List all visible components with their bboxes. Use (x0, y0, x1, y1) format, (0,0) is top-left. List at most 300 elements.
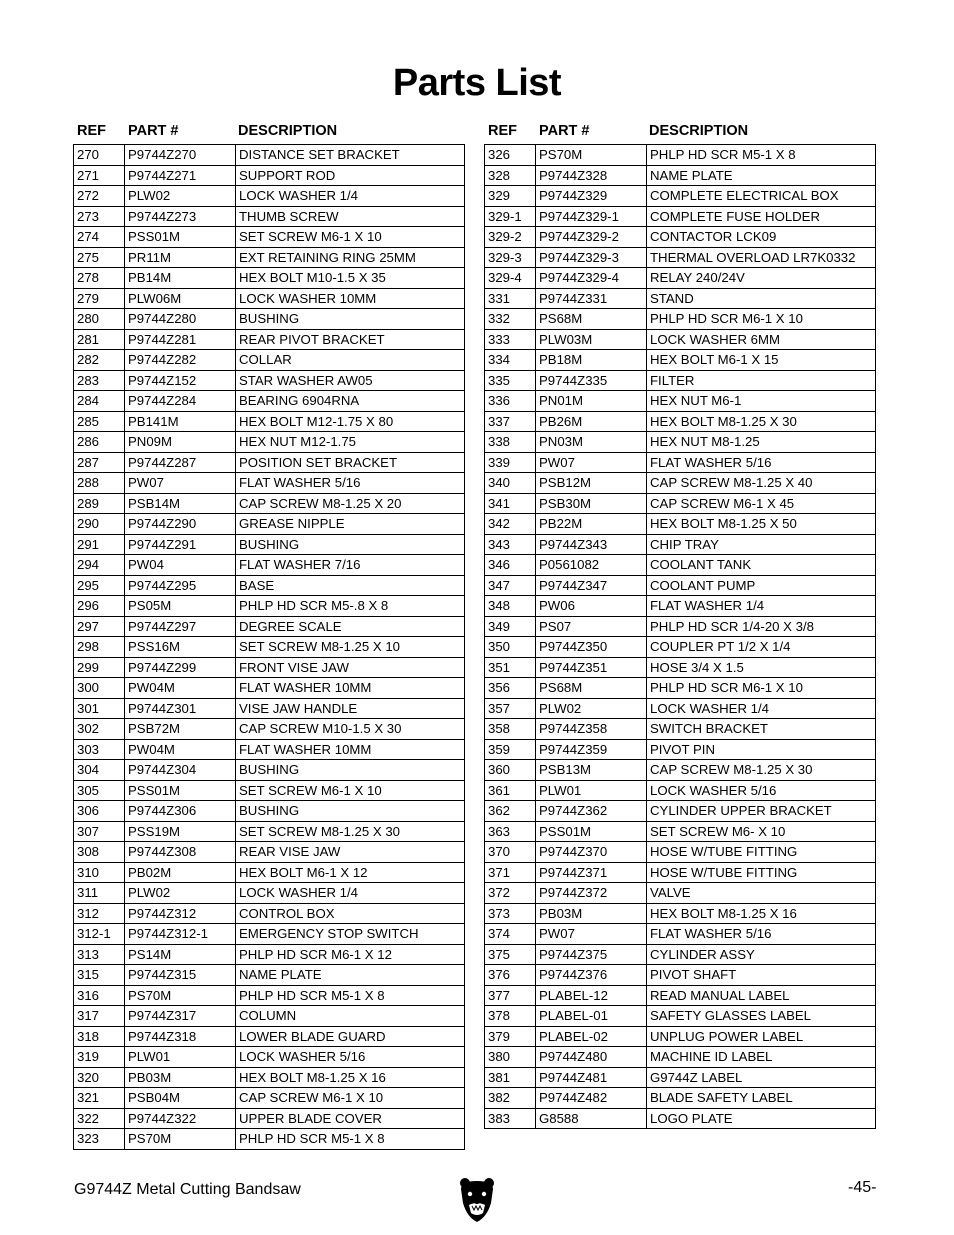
part-number-cell: PLW02 (125, 186, 236, 207)
ref-cell: 335 (485, 370, 536, 391)
description-cell: CYLINDER ASSY (647, 944, 876, 965)
part-number-cell: PSB13M (536, 760, 647, 781)
part-number-cell: P9744Z152 (125, 370, 236, 391)
table-row (485, 268, 876, 289)
ref-cell: 379 (485, 1026, 536, 1047)
table-row (74, 206, 465, 227)
part-number-cell: P9744Z362 (536, 801, 647, 822)
table-row (485, 944, 876, 965)
part-number-cell: P9744Z312 (125, 903, 236, 924)
table-row (485, 1067, 876, 1088)
part-number-cell: PLABEL-01 (536, 1006, 647, 1027)
description-cell: READ MANUAL LABEL (647, 985, 876, 1006)
description-cell: LOCK WASHER 1/4 (647, 698, 876, 719)
ref-cell: 273 (74, 206, 125, 227)
ref-cell: 294 (74, 555, 125, 576)
table-row (485, 145, 876, 166)
description-cell: HEX NUT M6-1 (647, 391, 876, 412)
grizzly-bear-head-icon (457, 1175, 497, 1223)
description-cell: CHIP TRAY (647, 534, 876, 555)
ref-cell: 380 (485, 1047, 536, 1068)
part-number-cell: PSB72M (125, 719, 236, 740)
table-row (485, 186, 876, 207)
part-number-cell: P9744Z281 (125, 329, 236, 350)
ref-cell: 313 (74, 944, 125, 965)
ref-cell: 351 (485, 657, 536, 678)
ref-cell: 311 (74, 883, 125, 904)
part-number-cell: PSB14M (125, 493, 236, 514)
ref-cell: 346 (485, 555, 536, 576)
table-row (485, 514, 876, 535)
part-number-cell: P9744Z329-1 (536, 206, 647, 227)
table-row (485, 903, 876, 924)
header-ref: REF (488, 123, 517, 139)
table-row (485, 1047, 876, 1068)
part-number-cell: PLW02 (125, 883, 236, 904)
description-cell: PIVOT SHAFT (647, 965, 876, 986)
ref-cell: 317 (74, 1006, 125, 1027)
part-number-cell: PLABEL-12 (536, 985, 647, 1006)
description-cell: LOCK WASHER 6MM (647, 329, 876, 350)
part-number-cell: PLW06M (125, 288, 236, 309)
part-number-cell: G8588 (536, 1108, 647, 1129)
table-row (485, 555, 876, 576)
description-cell: COOLANT TANK (647, 555, 876, 576)
description-cell: CONTROL BOX (236, 903, 465, 924)
ref-cell: 329-1 (485, 206, 536, 227)
table-row (74, 965, 465, 986)
part-number-cell: PB18M (536, 350, 647, 371)
table-row (74, 411, 465, 432)
ref-cell: 356 (485, 678, 536, 699)
table-row (485, 678, 876, 699)
table-row (74, 1026, 465, 1047)
ref-cell: 280 (74, 309, 125, 330)
ref-cell: 372 (485, 883, 536, 904)
description-cell: COMPLETE FUSE HOLDER (647, 206, 876, 227)
description-cell: HEX BOLT M8-1.25 X 16 (236, 1067, 465, 1088)
part-number-cell: PB26M (536, 411, 647, 432)
part-number-cell: P9744Z301 (125, 698, 236, 719)
table-row (485, 842, 876, 863)
description-cell: COLUMN (236, 1006, 465, 1027)
ref-cell: 287 (74, 452, 125, 473)
part-number-cell: P9744Z304 (125, 760, 236, 781)
table-row (485, 698, 876, 719)
header-ref: REF (77, 123, 106, 139)
description-cell: CAP SCREW M8-1.25 X 20 (236, 493, 465, 514)
table-row (485, 370, 876, 391)
table-row (74, 821, 465, 842)
part-number-cell: P9744Z270 (125, 145, 236, 166)
part-number-cell: PR11M (125, 247, 236, 268)
table-row (485, 596, 876, 617)
part-number-cell: P9744Z317 (125, 1006, 236, 1027)
description-cell: SET SCREW M6- X 10 (647, 821, 876, 842)
description-cell: HEX BOLT M8-1.25 X 30 (647, 411, 876, 432)
parts-table-left (73, 144, 465, 1150)
part-number-cell: P9744Z375 (536, 944, 647, 965)
part-number-cell: PSB12M (536, 473, 647, 494)
part-number-cell: PW04M (125, 739, 236, 760)
part-number-cell: PS68M (536, 678, 647, 699)
page-number: -45- (848, 1179, 877, 1196)
part-number-cell: PS70M (125, 1129, 236, 1150)
description-cell: FLAT WASHER 7/16 (236, 555, 465, 576)
part-number-cell: PSB04M (125, 1088, 236, 1109)
ref-cell: 358 (485, 719, 536, 740)
ref-cell: 375 (485, 944, 536, 965)
header-part: PART # (128, 123, 179, 139)
table-row (485, 1006, 876, 1027)
part-number-cell: PW07 (125, 473, 236, 494)
description-cell: STAR WASHER AW05 (236, 370, 465, 391)
table-row (74, 719, 465, 740)
description-cell: FRONT VISE JAW (236, 657, 465, 678)
part-number-cell: PLW01 (125, 1047, 236, 1068)
ref-cell: 306 (74, 801, 125, 822)
ref-cell: 333 (485, 329, 536, 350)
table-row (74, 493, 465, 514)
ref-cell: 359 (485, 739, 536, 760)
ref-cell: 281 (74, 329, 125, 350)
ref-cell: 297 (74, 616, 125, 637)
description-cell: HEX BOLT M10-1.5 X 35 (236, 268, 465, 289)
part-number-cell: P9744Z280 (125, 309, 236, 330)
ref-cell: 285 (74, 411, 125, 432)
ref-cell: 347 (485, 575, 536, 596)
description-cell: BUSHING (236, 534, 465, 555)
ref-cell: 360 (485, 760, 536, 781)
part-number-cell: P9744Z480 (536, 1047, 647, 1068)
description-cell: SWITCH BRACKET (647, 719, 876, 740)
description-cell: HEX BOLT M8-1.25 X 16 (647, 903, 876, 924)
part-number-cell: PSS01M (125, 227, 236, 248)
header-description: DESCRIPTION (238, 123, 338, 139)
part-number-cell: P9744Z315 (125, 965, 236, 986)
part-number-cell: PSS01M (125, 780, 236, 801)
ref-cell: 361 (485, 780, 536, 801)
ref-cell: 362 (485, 801, 536, 822)
description-cell: LOGO PLATE (647, 1108, 876, 1129)
table-row (74, 370, 465, 391)
description-cell: PHLP HD SCR M5-1 X 8 (236, 1129, 465, 1150)
table-row (485, 780, 876, 801)
part-number-cell: P9744Z347 (536, 575, 647, 596)
description-cell: STAND (647, 288, 876, 309)
ref-cell: 286 (74, 432, 125, 453)
table-row (74, 309, 465, 330)
description-cell: CAP SCREW M8-1.25 X 30 (647, 760, 876, 781)
table-row (74, 432, 465, 453)
ref-cell: 290 (74, 514, 125, 535)
description-cell: LOCK WASHER 5/16 (236, 1047, 465, 1068)
ref-cell: 291 (74, 534, 125, 555)
ref-cell: 310 (74, 862, 125, 883)
ref-cell: 322 (74, 1108, 125, 1129)
description-cell: BLADE SAFETY LABEL (647, 1088, 876, 1109)
part-number-cell: PB03M (536, 903, 647, 924)
table-row (74, 883, 465, 904)
part-number-cell: PLABEL-02 (536, 1026, 647, 1047)
table-row (485, 473, 876, 494)
table-row (74, 616, 465, 637)
page-title: Parts List (392, 62, 562, 104)
part-number-cell: P9744Z351 (536, 657, 647, 678)
table-row (485, 329, 876, 350)
description-cell: HEX BOLT M6-1 X 12 (236, 862, 465, 883)
part-number-cell: P9744Z482 (536, 1088, 647, 1109)
table-row (485, 637, 876, 658)
description-cell: DEGREE SCALE (236, 616, 465, 637)
description-cell: LOCK WASHER 10MM (236, 288, 465, 309)
part-number-cell: PSB30M (536, 493, 647, 514)
ref-cell: 381 (485, 1067, 536, 1088)
part-number-cell: P9744Z481 (536, 1067, 647, 1088)
description-cell: CAP SCREW M10-1.5 X 30 (236, 719, 465, 740)
table-row (485, 739, 876, 760)
table-row (485, 719, 876, 740)
ref-cell: 339 (485, 452, 536, 473)
part-number-cell: PW07 (536, 452, 647, 473)
table-row (74, 985, 465, 1006)
description-cell: RELAY 240/24V (647, 268, 876, 289)
description-cell: COMPLETE ELECTRICAL BOX (647, 186, 876, 207)
ref-cell: 288 (74, 473, 125, 494)
part-number-cell: PLW01 (536, 780, 647, 801)
parts-list-right (484, 120, 876, 1129)
part-number-cell: P9744Z329-4 (536, 268, 647, 289)
description-cell: LOCK WASHER 1/4 (236, 186, 465, 207)
description-cell: LOCK WASHER 5/16 (647, 780, 876, 801)
table-row (74, 165, 465, 186)
table-row (74, 637, 465, 658)
part-number-cell: PSS19M (125, 821, 236, 842)
ref-cell: 374 (485, 924, 536, 945)
part-number-cell: PB02M (125, 862, 236, 883)
description-cell: FLAT WASHER 5/16 (647, 924, 876, 945)
ref-cell: 373 (485, 903, 536, 924)
ref-cell: 282 (74, 350, 125, 371)
ref-cell: 341 (485, 493, 536, 514)
description-cell: FILTER (647, 370, 876, 391)
description-cell: BASE (236, 575, 465, 596)
ref-cell: 370 (485, 842, 536, 863)
ref-cell: 301 (74, 698, 125, 719)
table-row (74, 739, 465, 760)
part-number-cell: P0561082 (536, 555, 647, 576)
ref-cell: 296 (74, 596, 125, 617)
ref-cell: 312 (74, 903, 125, 924)
ref-cell: 331 (485, 288, 536, 309)
description-cell: NAME PLATE (647, 165, 876, 186)
ref-cell: 272 (74, 186, 125, 207)
table-row (485, 452, 876, 473)
ref-cell: 342 (485, 514, 536, 535)
description-cell: THUMB SCREW (236, 206, 465, 227)
part-number-cell: P9744Z358 (536, 719, 647, 740)
ref-cell: 326 (485, 145, 536, 166)
description-cell: UPPER BLADE COVER (236, 1108, 465, 1129)
description-cell: BEARING 6904RNA (236, 391, 465, 412)
table-row (74, 247, 465, 268)
ref-cell: 329-4 (485, 268, 536, 289)
table-row (485, 247, 876, 268)
header-part: PART # (539, 123, 590, 139)
table-row (74, 1088, 465, 1109)
description-cell: HOSE W/TUBE FITTING (647, 862, 876, 883)
description-cell: VALVE (647, 883, 876, 904)
description-cell: SUPPORT ROD (236, 165, 465, 186)
ref-cell: 319 (74, 1047, 125, 1068)
description-cell: DISTANCE SET BRACKET (236, 145, 465, 166)
ref-cell: 329-2 (485, 227, 536, 248)
ref-cell: 323 (74, 1129, 125, 1150)
table-row (74, 1067, 465, 1088)
ref-cell: 340 (485, 473, 536, 494)
description-cell: BUSHING (236, 309, 465, 330)
part-number-cell: PSS01M (536, 821, 647, 842)
part-number-cell: PS14M (125, 944, 236, 965)
description-cell: THERMAL OVERLOAD LR7K0332 (647, 247, 876, 268)
table-row (74, 924, 465, 945)
table-row (74, 555, 465, 576)
table-row (485, 965, 876, 986)
table-row (74, 780, 465, 801)
part-number-cell: P9744Z329-3 (536, 247, 647, 268)
table-row (485, 760, 876, 781)
table-row (485, 493, 876, 514)
table-row (74, 186, 465, 207)
table-row (485, 1088, 876, 1109)
ref-cell: 316 (74, 985, 125, 1006)
part-number-cell: P9744Z297 (125, 616, 236, 637)
table-row (74, 862, 465, 883)
table-row (74, 698, 465, 719)
description-cell: COLLAR (236, 350, 465, 371)
table-row (74, 1006, 465, 1027)
description-cell: REAR PIVOT BRACKET (236, 329, 465, 350)
description-cell: SET SCREW M8-1.25 X 30 (236, 821, 465, 842)
description-cell: LOWER BLADE GUARD (236, 1026, 465, 1047)
table-row (74, 1129, 465, 1150)
ref-cell: 307 (74, 821, 125, 842)
table-row (74, 801, 465, 822)
description-cell: PHLP HD SCR M6-1 X 12 (236, 944, 465, 965)
table-row (485, 391, 876, 412)
description-cell: FLAT WASHER 5/16 (236, 473, 465, 494)
part-number-cell: PLW02 (536, 698, 647, 719)
part-number-cell: PW04M (125, 678, 236, 699)
part-number-cell: P9744Z306 (125, 801, 236, 822)
table-row (74, 760, 465, 781)
description-cell: HEX BOLT M8-1.25 X 50 (647, 514, 876, 535)
ref-cell: 278 (74, 268, 125, 289)
description-cell: FLAT WASHER 10MM (236, 678, 465, 699)
table-row (74, 842, 465, 863)
parts-table-right (484, 144, 876, 1129)
table-row (485, 575, 876, 596)
table-row (74, 596, 465, 617)
part-number-cell: P9744Z370 (536, 842, 647, 863)
description-cell: UNPLUG POWER LABEL (647, 1026, 876, 1047)
ref-cell: 363 (485, 821, 536, 842)
ref-cell: 303 (74, 739, 125, 760)
description-cell: COOLANT PUMP (647, 575, 876, 596)
table-row (485, 924, 876, 945)
ref-cell: 334 (485, 350, 536, 371)
table-row (74, 1047, 465, 1068)
ref-cell: 289 (74, 493, 125, 514)
table-row (485, 288, 876, 309)
part-number-cell: PB141M (125, 411, 236, 432)
part-number-cell: PW06 (536, 596, 647, 617)
ref-cell: 270 (74, 145, 125, 166)
ref-cell: 302 (74, 719, 125, 740)
part-number-cell: PB14M (125, 268, 236, 289)
ref-cell: 284 (74, 391, 125, 412)
part-number-cell: PN01M (536, 391, 647, 412)
table-row (74, 514, 465, 535)
description-cell: VISE JAW HANDLE (236, 698, 465, 719)
description-cell: SAFETY GLASSES LABEL (647, 1006, 876, 1027)
ref-cell: 275 (74, 247, 125, 268)
table-row (74, 145, 465, 166)
table-row (74, 329, 465, 350)
part-number-cell: P9744Z290 (125, 514, 236, 535)
ref-cell: 329-3 (485, 247, 536, 268)
description-cell: MACHINE ID LABEL (647, 1047, 876, 1068)
part-number-cell: P9744Z329-2 (536, 227, 647, 248)
table-row (485, 206, 876, 227)
description-cell: CAP SCREW M6-1 X 45 (647, 493, 876, 514)
part-number-cell: PN09M (125, 432, 236, 453)
description-cell: HEX BOLT M6-1 X 15 (647, 350, 876, 371)
ref-cell: 279 (74, 288, 125, 309)
part-number-cell: P9744Z371 (536, 862, 647, 883)
part-number-cell: P9744Z343 (536, 534, 647, 555)
part-number-cell: P9744Z335 (536, 370, 647, 391)
description-cell: G9744Z LABEL (647, 1067, 876, 1088)
ref-cell: 377 (485, 985, 536, 1006)
ref-cell: 336 (485, 391, 536, 412)
part-number-cell: P9744Z312-1 (125, 924, 236, 945)
ref-cell: 283 (74, 370, 125, 391)
table-row (74, 1108, 465, 1129)
table-row (74, 657, 465, 678)
description-cell: SET SCREW M8-1.25 X 10 (236, 637, 465, 658)
description-cell: PHLP HD SCR 1/4-20 X 3/8 (647, 616, 876, 637)
ref-cell: 320 (74, 1067, 125, 1088)
part-number-cell: PS70M (536, 145, 647, 166)
table-row (74, 268, 465, 289)
table-row (74, 227, 465, 248)
table-row (74, 903, 465, 924)
part-number-cell: P9744Z318 (125, 1026, 236, 1047)
ref-cell: 305 (74, 780, 125, 801)
column-headers (73, 120, 465, 144)
ref-cell: 348 (485, 596, 536, 617)
description-cell: CAP SCREW M8-1.25 X 40 (647, 473, 876, 494)
part-number-cell: PS05M (125, 596, 236, 617)
description-cell: GREASE NIPPLE (236, 514, 465, 535)
part-number-cell: P9744Z291 (125, 534, 236, 555)
part-number-cell: PS07 (536, 616, 647, 637)
table-row (485, 801, 876, 822)
ref-cell: 371 (485, 862, 536, 883)
description-cell: PHLP HD SCR M6-1 X 10 (647, 309, 876, 330)
description-cell: PHLP HD SCR M5-1 X 8 (647, 145, 876, 166)
